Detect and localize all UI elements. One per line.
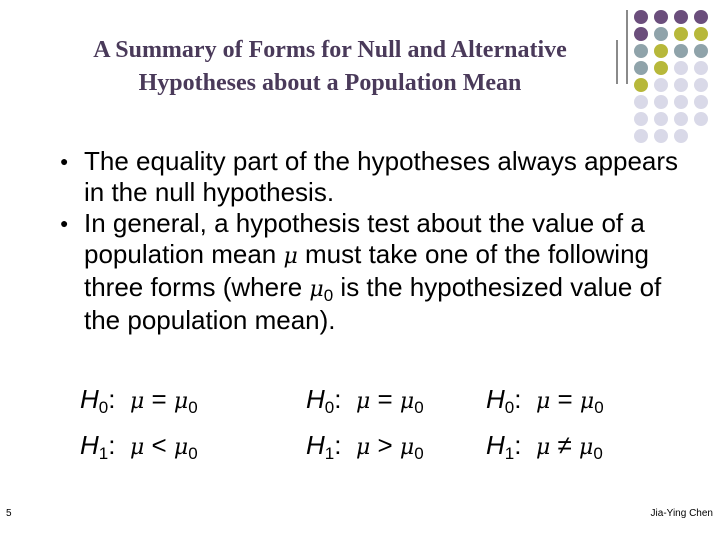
mu-symbol: μ	[535, 389, 551, 414]
subscript: 0	[323, 286, 334, 305]
subscript: 0	[593, 444, 603, 463]
decorative-dot	[674, 78, 688, 92]
decorative-dot	[694, 112, 708, 126]
decorative-dot	[634, 44, 648, 58]
decorative-dot	[654, 95, 668, 109]
subscript: 1	[98, 444, 109, 463]
hypothesis-form-3	[486, 376, 604, 468]
bullet-text: In general, a hypothesis test about the value of a population mean	[84, 208, 645, 269]
subscript: 0	[414, 398, 424, 417]
slide-title	[40, 34, 620, 100]
bullet-text: is the hypothesized value of the population mean).	[84, 272, 662, 335]
h-symbol: H	[80, 430, 99, 460]
decorative-dot	[694, 95, 708, 109]
decorative-dot	[654, 78, 668, 92]
bullet-item	[60, 208, 700, 336]
decorative-dot	[654, 27, 668, 41]
mu-symbol: μ	[579, 435, 594, 460]
h-symbol: H	[486, 430, 505, 460]
decorative-divider-line	[616, 40, 618, 84]
slide-title-line-1: A Summary of Forms for Null and Alternative	[93, 37, 567, 63]
decorative-dot	[694, 27, 708, 41]
decorative-dot	[674, 10, 688, 24]
mu-symbol: μ	[173, 435, 189, 460]
alternative-hypothesis	[486, 422, 604, 468]
null-hypothesis	[80, 376, 198, 422]
h-symbol: H	[306, 430, 325, 460]
decorative-dot	[674, 95, 688, 109]
decorative-dot	[694, 61, 708, 75]
colon: :	[514, 384, 522, 414]
decorative-dot	[674, 27, 688, 41]
subscript: 0	[504, 398, 515, 417]
bullet-list	[60, 146, 700, 336]
mu-symbol: μ	[309, 277, 324, 302]
operator: =	[377, 384, 393, 414]
decorative-dot	[634, 78, 648, 92]
subscript: 0	[98, 398, 109, 417]
decorative-dot	[654, 61, 668, 75]
mu-symbol: μ	[399, 389, 415, 414]
decorative-dot	[634, 61, 648, 75]
decorative-dot	[674, 44, 688, 58]
bullet-item	[60, 146, 700, 208]
subscript: 1	[504, 444, 515, 463]
bullet-dot-icon: ●	[60, 215, 69, 231]
colon: :	[514, 430, 522, 460]
subscript: 0	[324, 398, 335, 417]
h-symbol: H	[306, 384, 325, 414]
decorative-dot	[694, 10, 708, 24]
decorative-dot	[674, 129, 688, 143]
h-symbol: H	[80, 384, 99, 414]
decorative-dot	[634, 112, 648, 126]
decorative-dot	[654, 44, 668, 58]
decorative-dot-grid	[632, 8, 720, 148]
mu-symbol: μ	[579, 389, 595, 414]
alternative-hypothesis	[306, 422, 424, 468]
colon: :	[108, 384, 116, 414]
decorative-dot	[674, 61, 688, 75]
h-symbol: H	[486, 384, 505, 414]
decorative-dot	[694, 78, 708, 92]
alternative-hypothesis	[80, 422, 198, 468]
colon: :	[334, 430, 342, 460]
operator: =	[557, 384, 573, 414]
mu-symbol: μ	[355, 435, 371, 460]
mu-symbol: μ	[129, 435, 145, 460]
decorative-dot	[634, 129, 648, 143]
decorative-dot	[654, 112, 668, 126]
colon: :	[108, 430, 116, 460]
subscript: 0	[414, 444, 424, 463]
decorative-dot	[634, 27, 648, 41]
bullet-text: The equality part of the hypotheses always appears in the null hypothesis.	[84, 146, 679, 207]
page-number: 5	[6, 508, 12, 519]
mu-symbol: μ	[399, 435, 415, 460]
decorative-divider-line	[626, 10, 628, 84]
subscript: 0	[188, 398, 198, 417]
mu-symbol: μ	[283, 244, 298, 269]
null-hypothesis	[306, 376, 424, 422]
mu-symbol: μ	[129, 389, 145, 414]
decorative-dot	[634, 95, 648, 109]
null-hypothesis	[486, 376, 604, 422]
decorative-dot	[654, 129, 668, 143]
colon: :	[334, 384, 342, 414]
hypothesis-form-1	[80, 376, 198, 468]
author-name: Jia-Ying Chen	[650, 508, 713, 519]
decorative-dot	[694, 44, 708, 58]
mu-symbol: μ	[355, 389, 371, 414]
hypothesis-form-2	[306, 376, 424, 468]
operator: <	[151, 430, 167, 460]
subscript: 0	[594, 398, 604, 417]
subscript: 1	[324, 444, 335, 463]
bullet-dot-icon: ●	[60, 153, 69, 169]
operator: =	[151, 384, 167, 414]
subscript: 0	[188, 444, 198, 463]
operator: ≠	[557, 430, 572, 460]
decorative-dot	[654, 10, 668, 24]
decorative-dot	[634, 10, 648, 24]
decorative-dot	[674, 112, 688, 126]
mu-symbol: μ	[173, 389, 189, 414]
slide-title-line-2: Hypotheses about a Population Mean	[138, 70, 522, 96]
bullet-text: must take one of the following three forms (where	[84, 239, 649, 302]
mu-symbol: μ	[535, 435, 551, 460]
operator: >	[377, 430, 393, 460]
